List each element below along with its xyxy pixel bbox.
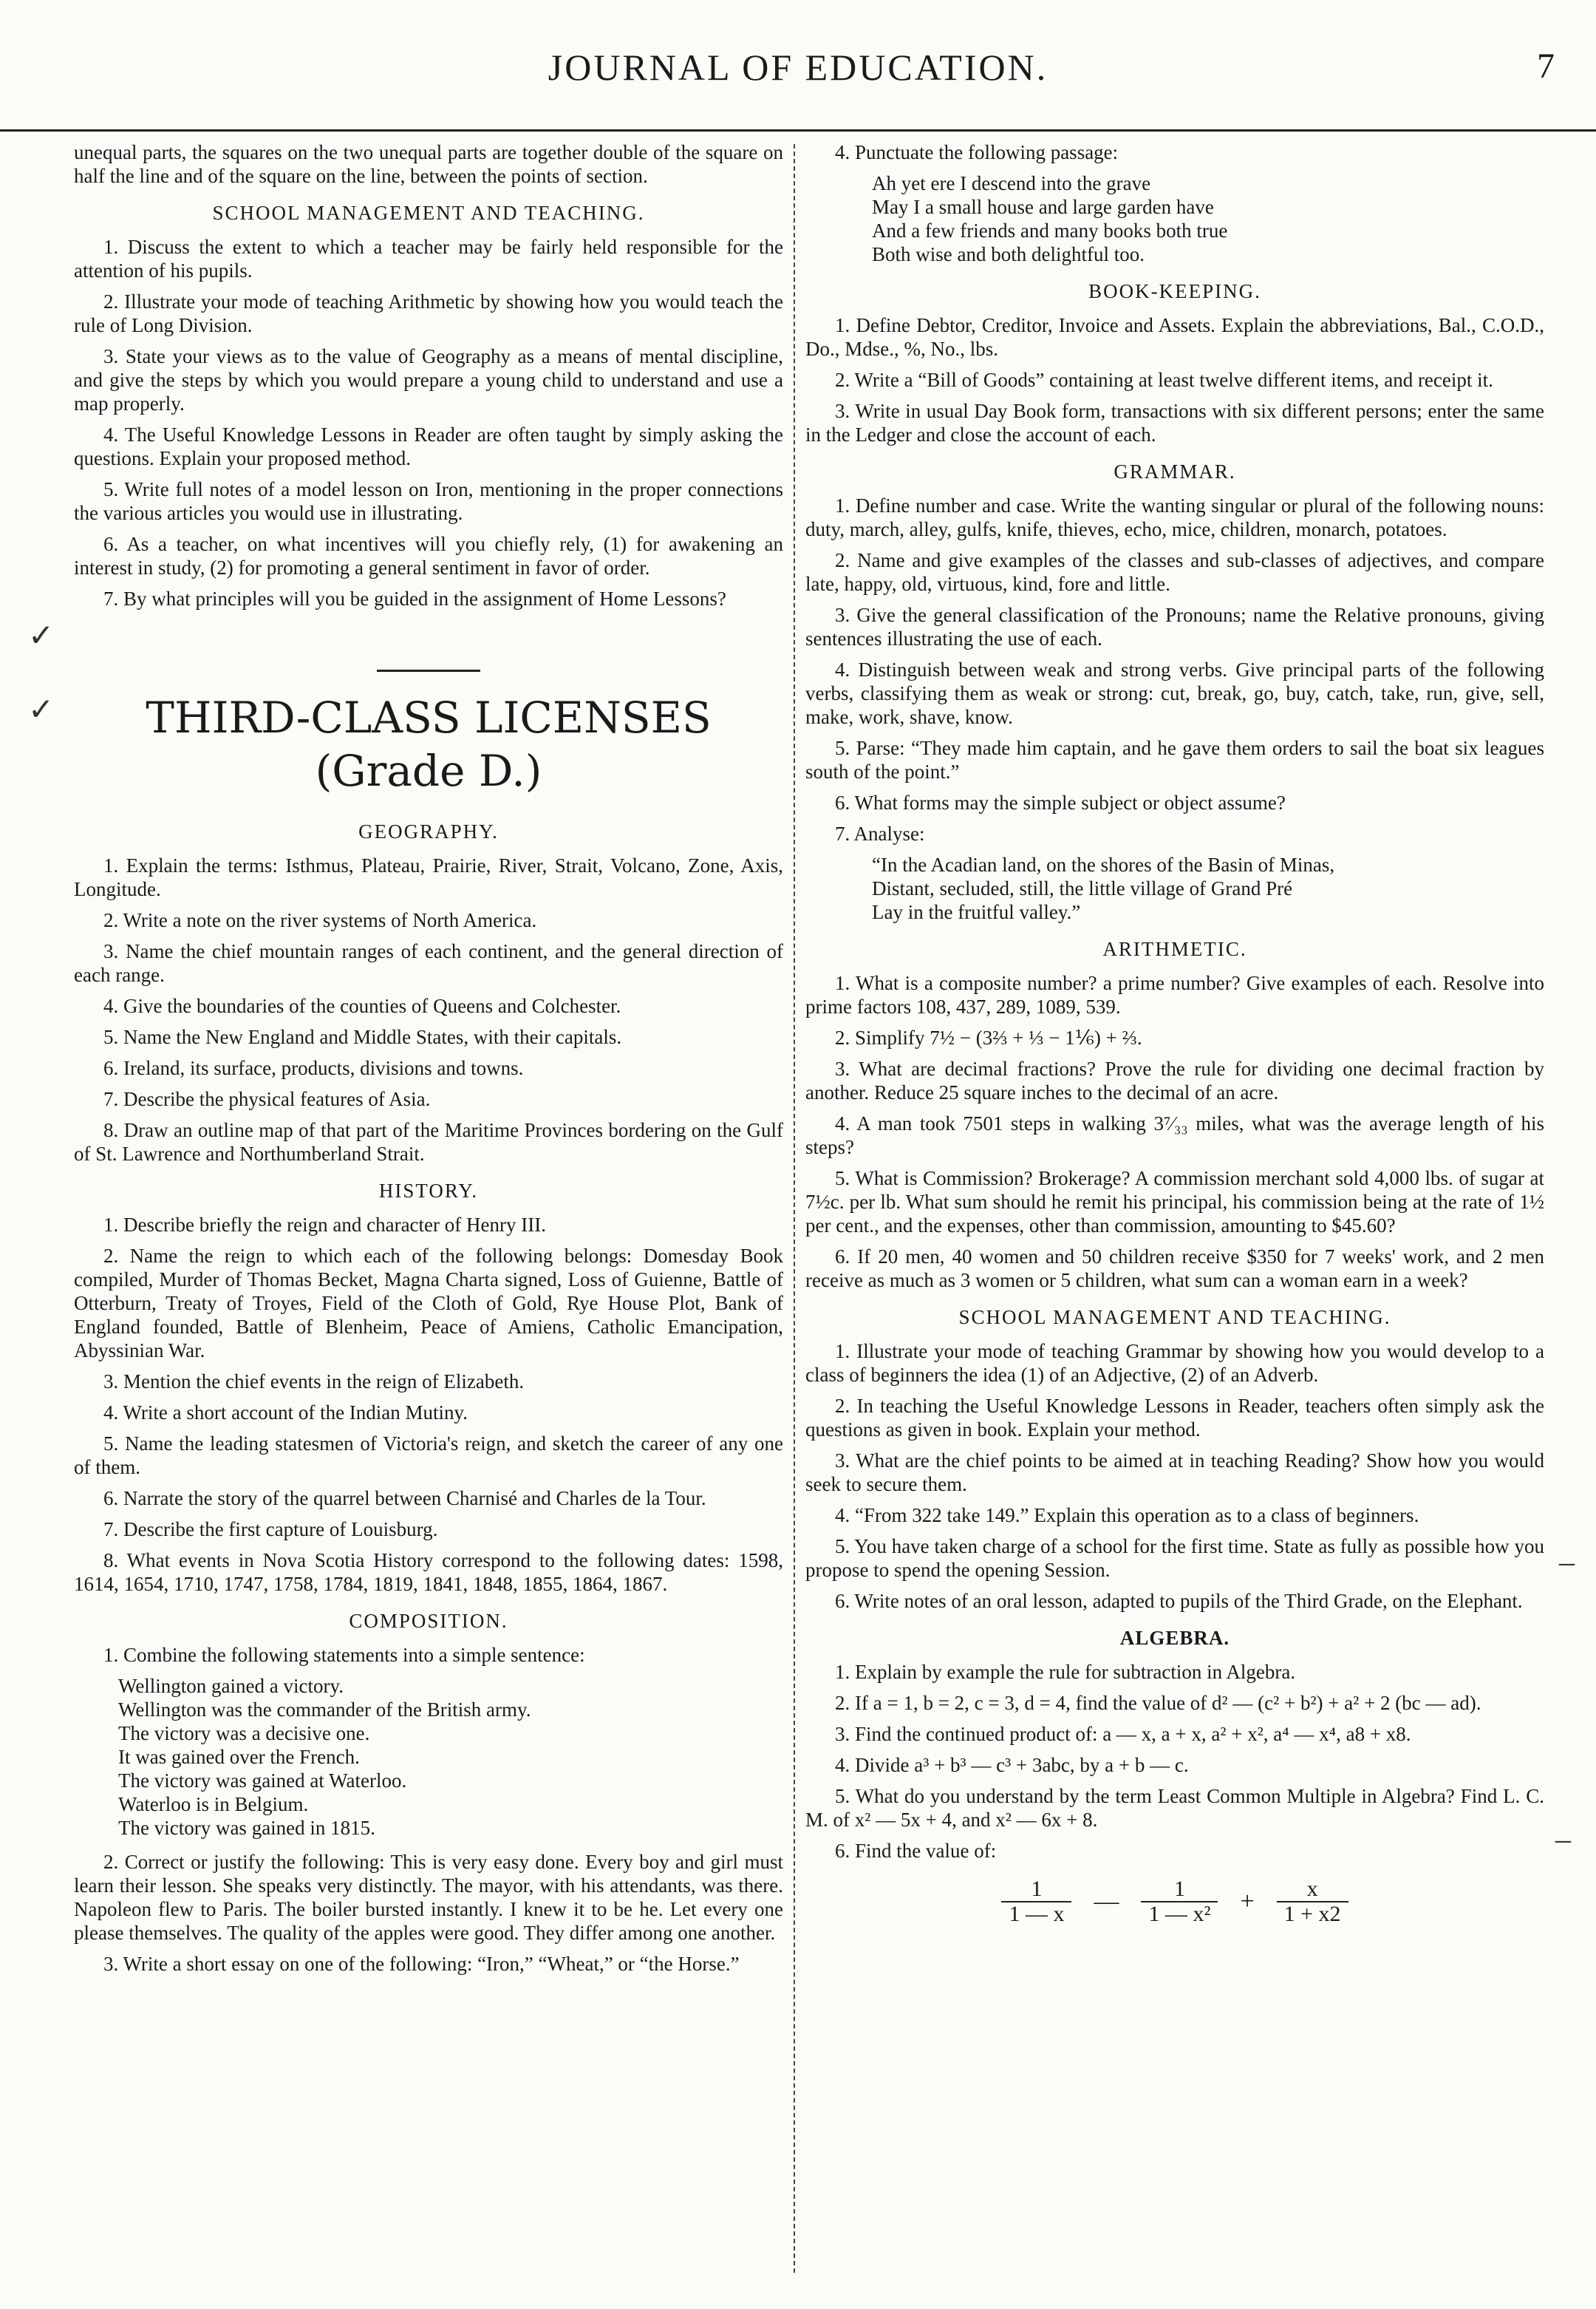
page-number: 7 xyxy=(1537,47,1555,86)
analysis-passage xyxy=(872,853,1544,924)
question: 4. Give the boundaries of the counties of Queens and Colchester. xyxy=(103,995,621,1017)
history-heading: HISTORY. xyxy=(378,1180,479,1202)
question: 2. Name and give examples of the classes and sub-classes of adjectives, and compare late, happy, old, virtuous, kind, fore and little. xyxy=(805,549,1544,595)
question: 2. Correct or justify the following: This is very easy done. Every boy and girl must learn their lesson. She speaks very distinctly. The mayor, with his attendants, was there. Napoleon flew to Paris. The boiler bursted instantly. I knew it to be he. Let every one please themselves. The quality of the apples were good. They differ among one another. xyxy=(74,1851,783,1944)
sentence: Wellington gained a victory. xyxy=(118,1675,344,1697)
composition-heading: COMPOSITION. xyxy=(349,1610,508,1632)
question: 3. What are the chief points to be aimed at in teaching Reading? Show how you would seek to secure them. xyxy=(805,1449,1544,1495)
grammar-heading: GRAMMAR. xyxy=(1114,460,1236,483)
question: 1. Explain by example the rule for subtraction in Algebra. xyxy=(835,1661,1296,1683)
question: 7. Analyse: xyxy=(835,823,925,845)
left-school-mgmt-heading: SCHOOL MANAGEMENT AND TEACHING. xyxy=(212,202,645,224)
question: 2. Name the reign to which each of the following belongs: Domesday Book compiled, Murder of Thomas Becket, Magna Charta signed, Loss of Guienne, Battle of Otterburn, Treaty of Troyes, Field of the Cloth of Gold, Rye House Plot, Bank of England founded, Battle of Blenheim, Peace of Amiens, Catholic Emancipation, Abyssinian War. xyxy=(74,1245,783,1361)
margin-dash-mark: – xyxy=(1555,1823,1571,1857)
poem-line: Distant, secluded, still, the little village of Grand Pré xyxy=(872,877,1293,900)
question: 5. Write full notes of a model lesson on Iron, mentioning in the proper connections the various articles you would use in illustrating. xyxy=(74,478,783,524)
question: 3. Write in usual Day Book form, transactions with six different persons; enter the same in the Ledger and close the account of each. xyxy=(805,400,1544,446)
question: 3. Name the chief mountain ranges of each continent, and the general direction of each range. xyxy=(74,940,783,986)
bookkeeping-heading: BOOK-KEEPING. xyxy=(1088,280,1261,302)
page-header xyxy=(0,0,1596,132)
left-column xyxy=(74,140,783,2295)
poem-line: “In the Acadian land, on the shores of the Basin of Minas, xyxy=(872,854,1335,876)
question: 5. Name the New England and Middle States, with their capitals. xyxy=(103,1026,622,1048)
question: 5. Name the leading statesmen of Victoria's reign, and sketch the career of any one of them. xyxy=(74,1432,783,1478)
sentence: It was gained over the French. xyxy=(118,1746,360,1768)
question: 1. Define Debtor, Creditor, Invoice and Assets. Explain the abbreviations, Bal., C.O.D., Do., Mdse., %, No., lbs. xyxy=(805,314,1544,360)
question: 1. Define number and case. Write the wanting singular or plural of the following nouns: duty, march, alley, gulfs, knife, thieves, echo, mice, children, monarch, potatoes. xyxy=(805,494,1544,540)
question: 6. Find the value of: xyxy=(835,1840,997,1862)
poem-line: Both wise and both delightful too. xyxy=(872,243,1145,265)
intro-text: unequal parts, the squares on the two unequal parts are together double of the square on half the line and of the square on the line, between the points of section. xyxy=(74,141,783,187)
section-rule xyxy=(377,670,480,672)
sentence: The victory was gained at Waterloo. xyxy=(118,1769,407,1792)
question: 3. Mention the chief events in the reign of Elizabeth. xyxy=(103,1370,525,1392)
question: 1. Illustrate your mode of teaching Grammar by showing how you would develop to a class of beginners the idea (1) of an Adjective, (2) of an Adverb. xyxy=(805,1340,1544,1386)
question: 4. The Useful Knowledge Lessons in Reader are often taught by simply asking the questions. Explain your proposed method. xyxy=(74,424,783,469)
question: 1. What is a composite number? a prime number? Give examples of each. Resolve into prime factors 108, 437, 289, 1089, 539. xyxy=(805,972,1544,1018)
question: 1. Describe briefly the reign and character of Henry III. xyxy=(103,1214,546,1236)
operator: + xyxy=(1240,1888,1255,1915)
question: 4. Divide a³ + b³ — c³ + 3abc, by a + b — c. xyxy=(835,1754,1189,1776)
fraction-term xyxy=(1141,1877,1218,1926)
question: 7. Describe the physical features of Asia. xyxy=(103,1088,431,1110)
question: 8. Draw an outline map of that part of the Maritime Provinces bordering on the Gulf of St. Lawrence and Northumberland Strait. xyxy=(74,1119,783,1165)
question: 2. Write a “Bill of Goods” containing at least twelve different items, and receipt it. xyxy=(835,369,1493,391)
poem-passage xyxy=(872,171,1544,266)
question: 5. What is Commission? Brokerage? A commission merchant sold 4,000 lbs. of sugar at 7½c. per lb. What sum should he remit his principal, his commission being at the rate of 1½ per cent., and the expenses, other than commission, amounting to $45.60? xyxy=(805,1167,1544,1237)
algebra-heading: ALGEBRA. xyxy=(1119,1627,1230,1649)
numerator: 1 xyxy=(1173,1877,1185,1901)
question: 5. You have taken charge of a school for the first time. State as fully as possible how you propose to spend the opening Session. xyxy=(805,1535,1544,1581)
question: 7. Describe the first capture of Louisburg. xyxy=(103,1518,438,1540)
question: 1. Explain the terms: Isthmus, Plateau, Prairie, River, Strait, Volcano, Zone, Axis, Longitude. xyxy=(74,854,783,900)
arithmetic-heading: ARITHMETIC. xyxy=(1102,938,1247,960)
question: 6. Write notes of an oral lesson, adapted to pupils of the Third Grade, on the Elephant. xyxy=(835,1590,1523,1612)
denominator: 1 — x xyxy=(1001,1901,1071,1926)
question: 6. Narrate the story of the quarrel between Charnisé and Charles de la Tour. xyxy=(103,1487,706,1509)
licenses-title: THIRD-CLASS LICENSES (Grade D.) xyxy=(146,693,712,796)
question: 4. A man took 7501 steps in walking 3⁷⁄₃₃ miles, what was the average length of his steps? xyxy=(805,1112,1544,1158)
question: 6. What forms may the simple subject or object assume? xyxy=(835,792,1286,814)
question: 2. In teaching the Useful Knowledge Lessons in Reader, teachers often simply ask the questions as given in book. Explain your method. xyxy=(805,1395,1544,1441)
denominator: 1 + x2 xyxy=(1277,1901,1348,1926)
journal-title: JOURNAL OF EDUCATION. xyxy=(548,47,1048,88)
margin-dash-mark: – xyxy=(1559,1545,1575,1579)
question: 8. What events in Nova Scotia History correspond to the following dates: 1598, 1614, 1654, 1710, 1747, 1758, 1784, 1819, 1841, 1848, 1855, 1864, 1867. xyxy=(74,1549,783,1595)
fraction-expression xyxy=(805,1877,1544,1926)
question: 4. Distinguish between weak and strong verbs. Give principal parts of the following verbs, classifying them as weak or strong: cut, break, go, buy, catch, take, run, give, sell, make, work, shave, know. xyxy=(805,659,1544,728)
denominator: 1 — x² xyxy=(1141,1901,1218,1926)
question: 1. Combine the following statements into a simple sentence: xyxy=(103,1644,585,1666)
numerator: x xyxy=(1306,1877,1318,1901)
question: 3. What are decimal fractions? Prove the rule for dividing one decimal fraction by another. Reduce 25 square inches to the decimal of an acre. xyxy=(805,1058,1544,1104)
poem-line: And a few friends and many books both true xyxy=(872,220,1228,242)
operator: — xyxy=(1094,1888,1119,1915)
column-divider xyxy=(794,144,795,2273)
question: 6. As a teacher, on what incentives will you chiefly rely, (1) for awakening an interest in study, (2) for promoting a general sentiment in favor of order. xyxy=(74,533,783,579)
question: 4. Punctuate the following passage: xyxy=(835,141,1119,163)
question: 2. Simplify 7½ − (3⅔ + ⅓ − 1⅙) + ⅔. xyxy=(835,1027,1142,1049)
sentence-list xyxy=(118,1674,783,1840)
sentence: Wellington was the commander of the British army. xyxy=(118,1698,531,1721)
right-column xyxy=(805,140,1544,2295)
right-school-mgmt-heading: SCHOOL MANAGEMENT AND TEACHING. xyxy=(958,1306,1391,1328)
sentence: The victory was a decisive one. xyxy=(118,1722,370,1744)
question: 5. Parse: “They made him captain, and he gave them orders to sail the boat six leagues south of the point.” xyxy=(805,737,1544,783)
question: 3. Find the continued product of: a — x, a + x, a² + x², a⁴ — x⁴, a8 + x8. xyxy=(835,1723,1411,1745)
question: 4. Write a short account of the Indian Mutiny. xyxy=(103,1401,468,1424)
question: 2. Write a note on the river systems of North America. xyxy=(103,909,537,931)
question: 6. If 20 men, 40 women and 50 children receive $350 for 7 weeks' work, and 2 men receive as much as 3 women or 5 children, what sum can a woman earn in a week? xyxy=(805,1245,1544,1291)
margin-check-mark: ✓ xyxy=(28,693,55,727)
question: 2. If a = 1, b = 2, c = 3, d = 4, find the value of d² — (c² + b²) + a² + 2 (bc — ad). xyxy=(835,1692,1481,1714)
sentence: The victory was gained in 1815. xyxy=(118,1817,375,1839)
sentence: Waterloo is in Belgium. xyxy=(118,1793,309,1815)
numerator: 1 xyxy=(1031,1877,1043,1901)
question: 7. By what principles will you be guided in the assignment of Home Lessons? xyxy=(103,588,726,610)
geography-heading: GEOGRAPHY. xyxy=(358,820,499,843)
fraction-term xyxy=(1001,1877,1071,1926)
question: 3. State your views as to the value of Geography as a means of mental discipline, and give the steps by which you would prepare a young child to understand and use a map properly. xyxy=(74,345,783,415)
question: 5. What do you understand by the term Least Common Multiple in Algebra? Find L. C. M. of x² — 5x + 4, and x² — 6x + 8. xyxy=(805,1785,1544,1831)
question: 3. Write a short essay on one of the following: “Iron,” “Wheat,” or “the Horse.” xyxy=(103,1953,740,1975)
poem-line: May I a small house and large garden have xyxy=(872,196,1214,218)
poem-line: Lay in the fruitful valley.” xyxy=(872,901,1081,923)
margin-check-mark: ✓ xyxy=(28,619,55,653)
fraction-term xyxy=(1277,1877,1348,1926)
question: 6. Ireland, its surface, products, divisions and towns. xyxy=(103,1057,524,1079)
poem-line: Ah yet ere I descend into the grave xyxy=(872,172,1151,194)
question: 2. Illustrate your mode of teaching Arithmetic by showing how you would teach the rule of Long Division. xyxy=(74,290,783,336)
question: 1. Discuss the extent to which a teacher may be fairly held responsible for the attention of his pupils. xyxy=(74,236,783,282)
question: 3. Give the general classification of the Pronouns; name the Relative pronouns, giving sentences illustrating the use of each. xyxy=(805,604,1544,650)
question: 4. “From 322 take 149.” Explain this operation as to a class of beginners. xyxy=(835,1504,1419,1526)
